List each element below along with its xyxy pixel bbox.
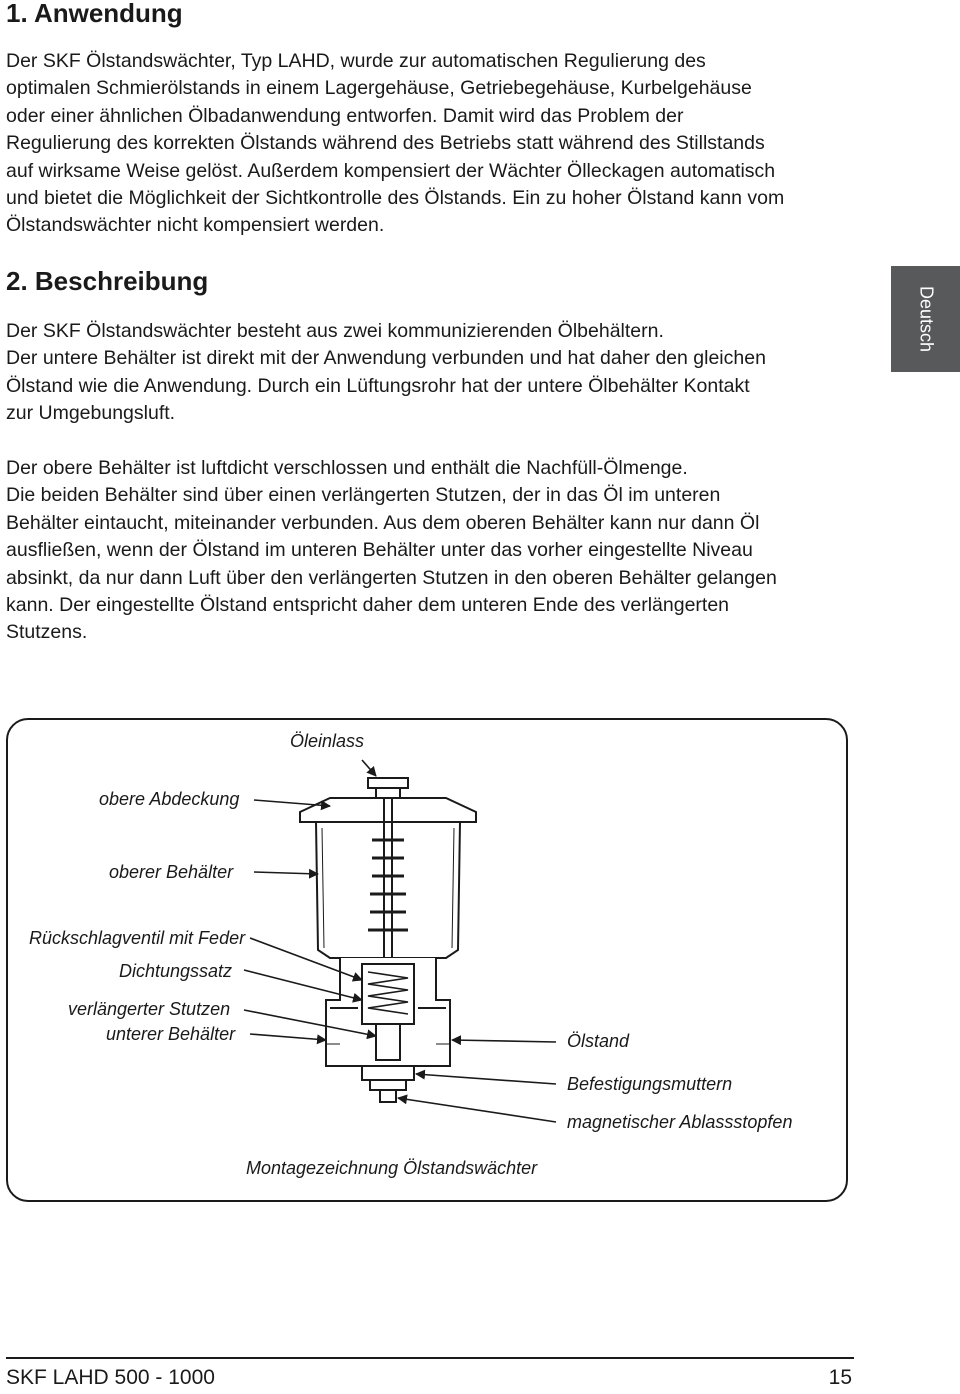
section-heading-beschreibung: 2. Beschreibung bbox=[6, 266, 209, 296]
label-mounting-nuts: Befestigungsmuttern bbox=[567, 1074, 733, 1094]
language-tab-label: Deutsch bbox=[916, 285, 936, 353]
label-top-cover: obere Abdeckung bbox=[99, 789, 240, 809]
figure-caption: Montagezeichnung Ölstandswächter bbox=[246, 1158, 538, 1178]
text-line: Stutzens. bbox=[6, 621, 88, 644]
text-line: Regulierung des korrekten Ölstands während des Betriebs statt während des Stillstands bbox=[6, 132, 765, 155]
text-line: optimalen Schmierölstands in einem Lagergehäuse, Getriebegehäuse, Kurbelgehäuse bbox=[6, 77, 752, 100]
text-line: Der obere Behälter ist luftdicht verschlossen und enthält die Nachfüll-Ölmenge. bbox=[6, 457, 688, 479]
text-line: Ölstand wie die Anwendung. Durch ein Lüftungsrohr hat der untere Ölbehälter Kontakt bbox=[6, 374, 750, 397]
text-line: Der SKF Ölstandswächter besteht aus zwei kommunizierenden Ölbehältern. bbox=[6, 320, 664, 342]
label-lower-container: unterer Behälter bbox=[106, 1024, 236, 1044]
device-body bbox=[300, 778, 476, 1102]
text-line: Der SKF Ölstandswächter, Typ LAHD, wurde zur automatischen Regulierung des bbox=[6, 50, 706, 72]
text-line: absinkt, da nur dann Luft über den verlängerten Stutzen in den oberen Behälter gelangen bbox=[6, 566, 777, 589]
footer-page-number: 15 bbox=[828, 1366, 852, 1389]
section-heading-anwendung: 1. Anwendung bbox=[6, 0, 183, 28]
text-line: zur Umgebungsluft. bbox=[6, 402, 176, 425]
label-seal-kit: Dichtungssatz bbox=[119, 961, 233, 981]
text-line: auf wirksame Weise gelöst. Außerdem kompensiert der Wächter Ölleckagen automatisch bbox=[6, 159, 776, 182]
text-line: kann. Der eingestellte Ölstand entspricht daher dem unteren Ende des verlängerten bbox=[6, 594, 730, 617]
footer-rule bbox=[6, 1357, 854, 1359]
text-line: Ölstandswächter nicht kompensiert werden. bbox=[6, 214, 385, 237]
text-line: ausfließen, wenn der Ölstand im unteren Behälter unter das vorher eingestellte Niveau bbox=[6, 539, 753, 562]
footer-product-name: SKF LAHD 500 - 1000 bbox=[6, 1366, 215, 1389]
label-extended-nozzle: verlängerter Stutzen bbox=[68, 999, 231, 1019]
label-check-valve: Rückschlagventil mit Feder bbox=[29, 928, 246, 948]
label-drain-plug: magnetischer Ablassstopfen bbox=[567, 1112, 793, 1132]
text-line: oder einer ähnlichen Ölbadanwendung entworfen. Damit wird das Problem der bbox=[6, 104, 684, 127]
text-line: Die beiden Behälter sind über einen verlängerten Stutzen, der in das Öl im unteren bbox=[6, 484, 721, 507]
label-oil-level: Ölstand bbox=[567, 1031, 630, 1051]
text-line: Der untere Behälter ist direkt mit der Anwendung verbunden und hat daher den gleichen bbox=[6, 347, 766, 370]
label-oil-inlet: Öleinlass bbox=[290, 731, 365, 751]
label-upper-container: oberer Behälter bbox=[109, 862, 234, 882]
text-line: und bietet die Möglichkeit der Sichtkontrolle des Ölstands. Ein zu hoher Ölstand kann vom bbox=[6, 187, 785, 210]
text-line: Behälter eintaucht, miteinander verbunden. Aus dem oberen Behälter kann nur dann Öl bbox=[6, 511, 760, 534]
